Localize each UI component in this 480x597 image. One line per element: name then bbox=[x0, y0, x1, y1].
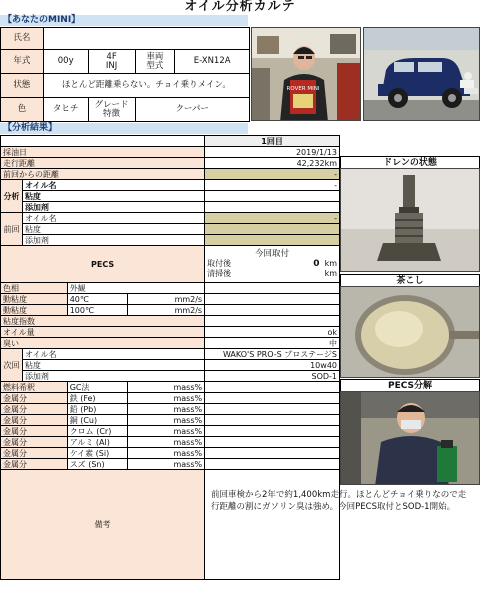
pecs-after-clean-label: 清掃後 bbox=[207, 269, 232, 278]
visc100-temp: 100℃ bbox=[67, 305, 127, 316]
car-section-header: 【あなたのMINI】 bbox=[0, 15, 248, 26]
state-label: 状態 bbox=[1, 74, 44, 98]
year-row bbox=[1, 50, 250, 74]
metal-name: 鉄 (Fe) bbox=[67, 393, 127, 404]
analysis-oil-name-value: - bbox=[205, 180, 340, 191]
pecs-current-label: 今回取付 bbox=[255, 249, 290, 259]
grade-value: クーパー bbox=[135, 98, 249, 122]
metal-row bbox=[1, 415, 340, 426]
analysis-viscosity-row bbox=[1, 191, 340, 202]
vi-label: 粘度指数 bbox=[1, 316, 205, 327]
metal-name: アルミ (Al) bbox=[67, 437, 127, 448]
metal-row bbox=[1, 459, 340, 470]
strainer-photo bbox=[340, 286, 480, 378]
pecs-after-clean-unit: km bbox=[324, 269, 337, 278]
since-last-label: 前回からの距離 bbox=[1, 169, 205, 180]
grade-label-line-1: グレード bbox=[94, 99, 129, 110]
metal-unit: mass% bbox=[127, 448, 205, 459]
sample-date-value: 2019/1/13 bbox=[205, 147, 340, 158]
metal-label: 金属分 bbox=[1, 448, 68, 459]
oil-qty-row bbox=[1, 327, 340, 338]
metal-row bbox=[1, 437, 340, 448]
metal-row bbox=[1, 393, 340, 404]
metal-label: 金属分 bbox=[1, 426, 68, 437]
owner-row bbox=[1, 28, 250, 50]
owner-photo-image bbox=[252, 28, 361, 121]
fuel-label: 燃料希釈 bbox=[1, 382, 68, 393]
model-label bbox=[135, 50, 175, 74]
metal-name: 鉛 (Pb) bbox=[67, 404, 127, 415]
smell-label: 臭い bbox=[1, 338, 205, 349]
car-photo-image bbox=[364, 28, 480, 121]
visc100-row bbox=[1, 305, 340, 316]
metal-label: 金属分 bbox=[1, 393, 68, 404]
vi-row bbox=[1, 316, 340, 327]
visc100-unit: mm2/s bbox=[127, 305, 205, 316]
metal-row bbox=[1, 426, 340, 437]
round-label: 1回目 bbox=[205, 136, 340, 147]
oil-qty-label: オイル量 bbox=[1, 327, 205, 338]
model-value: E-XN12A bbox=[175, 50, 250, 74]
metal-label: 金属分 bbox=[1, 459, 68, 470]
pecs-after-install-value: 0 bbox=[313, 259, 320, 269]
pecs-after-install-label: 取付後 bbox=[207, 259, 232, 268]
hue-value: 外観 bbox=[67, 283, 204, 294]
drain-caption: ドレンの状態 bbox=[340, 156, 480, 170]
year-value: 00y bbox=[43, 50, 88, 74]
next-group-label: 次回 bbox=[1, 349, 23, 382]
previous-viscosity-row bbox=[1, 224, 340, 235]
owner-photo bbox=[251, 27, 361, 121]
visc40-temp: 40℃ bbox=[67, 294, 127, 305]
metal-unit: mass% bbox=[127, 404, 205, 415]
car-photo bbox=[363, 27, 480, 121]
analysis-additive-value bbox=[205, 202, 340, 213]
hue-label: 色相 bbox=[1, 283, 68, 294]
metal-row bbox=[1, 448, 340, 459]
pecs-row bbox=[1, 246, 340, 283]
sample-date-row bbox=[1, 147, 340, 158]
pecs-value-cell bbox=[205, 246, 340, 283]
hue-row bbox=[1, 283, 340, 294]
analysis-viscosity-value bbox=[205, 191, 340, 202]
analysis-additive-label: 添加剤 bbox=[22, 202, 204, 213]
previous-additive-value bbox=[205, 235, 340, 246]
next-additive-row bbox=[1, 371, 340, 382]
metal-label: 金属分 bbox=[1, 415, 68, 426]
metal-name: ケイ素 (Si) bbox=[67, 448, 127, 459]
pecs-disassembly-caption: PECS分解 bbox=[340, 379, 480, 393]
visc40-unit: mm2/s bbox=[127, 294, 205, 305]
metal-name: クロム (Cr) bbox=[67, 426, 127, 437]
fuel-unit: mass% bbox=[127, 382, 205, 393]
analysis-additive-row bbox=[1, 202, 340, 213]
metal-unit: mass% bbox=[127, 415, 205, 426]
model-label-line-2: 型式 bbox=[146, 60, 164, 71]
next-additive-value: SOD-1 bbox=[205, 371, 340, 382]
previous-additive-label: 添加剤 bbox=[22, 235, 204, 246]
previous-oil-name-label: オイル名 bbox=[22, 213, 204, 224]
next-additive-label: 添加剤 bbox=[22, 371, 204, 382]
round-row bbox=[1, 136, 340, 147]
previous-group-label: 前回 bbox=[1, 213, 23, 246]
visc100-label: 動粘度 bbox=[1, 305, 68, 316]
strainer-caption: 茶こし bbox=[340, 274, 480, 288]
owner-label: 氏名 bbox=[1, 28, 44, 50]
next-viscosity-row bbox=[1, 360, 340, 371]
metal-label: 金属分 bbox=[1, 437, 68, 448]
car-info-table bbox=[0, 27, 250, 122]
next-viscosity-label: 粘度 bbox=[22, 360, 204, 371]
owner-badge-text: ROVER MINI bbox=[286, 86, 320, 92]
pecs-disassembly-photo-image bbox=[341, 392, 480, 485]
strainer-photo-image bbox=[341, 287, 480, 378]
engine-value bbox=[88, 50, 135, 74]
engine-line-1: 4F bbox=[106, 51, 117, 62]
metal-row bbox=[1, 404, 340, 415]
mileage-row bbox=[1, 158, 340, 169]
analysis-viscosity-label: 粘度 bbox=[22, 191, 204, 202]
mileage-label: 走行距離 bbox=[1, 158, 205, 169]
metal-unit: mass% bbox=[127, 393, 205, 404]
next-oil-name-value: WAKO'S PRO-S プロステージS bbox=[205, 349, 340, 360]
metal-label: 金属分 bbox=[1, 404, 68, 415]
visc40-row bbox=[1, 294, 340, 305]
pecs-after-install-unit: km bbox=[324, 259, 337, 268]
smell-row bbox=[1, 338, 340, 349]
result-section-header: 【分析結果】 bbox=[0, 123, 248, 134]
analysis-group-label: 分析 bbox=[1, 180, 23, 213]
color-row bbox=[1, 98, 250, 122]
grade-label-line-2: 特徴 bbox=[103, 108, 121, 119]
metal-name: 銅 (Cu) bbox=[67, 415, 127, 426]
grade-label bbox=[88, 98, 135, 122]
analysis-oil-row bbox=[1, 180, 340, 191]
page-title: オイル分析カルテ bbox=[184, 0, 296, 14]
oil-qty-value: ok bbox=[205, 327, 340, 338]
metal-unit: mass% bbox=[127, 426, 205, 437]
state-row bbox=[1, 74, 250, 98]
next-viscosity-value: 10w40 bbox=[205, 360, 340, 371]
previous-viscosity-value bbox=[205, 224, 340, 235]
drain-photo-image bbox=[341, 169, 480, 272]
owner-value bbox=[43, 28, 249, 50]
notes-value: 前回車検から2年で約1,400km走行。ほとんどチョイ乗りなので走行距離の割にガソリン臭は強め。今回PECS取付とSOD-1開始。 bbox=[211, 490, 467, 512]
since-last-value: - bbox=[205, 169, 340, 180]
year-label: 年式 bbox=[1, 50, 44, 74]
next-oil-name-label: オイル名 bbox=[22, 349, 204, 360]
previous-oil-name-value: - bbox=[205, 213, 340, 224]
metal-unit: mass% bbox=[127, 437, 205, 448]
smell-value: 中 bbox=[205, 338, 340, 349]
notes-label: 備考 bbox=[1, 470, 205, 580]
fuel-method: GC法 bbox=[67, 382, 127, 393]
pecs-after-clean-line bbox=[207, 269, 337, 278]
previous-additive-row bbox=[1, 235, 340, 246]
pecs-disassembly-photo bbox=[340, 391, 480, 485]
pecs-after-install-line bbox=[207, 259, 337, 269]
next-oil-row bbox=[1, 349, 340, 360]
metal-unit: mass% bbox=[127, 459, 205, 470]
mileage-value: 42,232km bbox=[205, 158, 340, 169]
visc40-label: 動粘度 bbox=[1, 294, 68, 305]
since-last-row bbox=[1, 169, 340, 180]
engine-line-2: INJ bbox=[105, 60, 118, 71]
fuel-row bbox=[1, 382, 340, 393]
color-label: 色 bbox=[1, 98, 44, 122]
metal-name: スズ (Sn) bbox=[67, 459, 127, 470]
state-value: ほとんど距離乗らない。チョイ乗りメイン。 bbox=[43, 74, 249, 98]
analysis-oil-name-label: オイル名 bbox=[22, 180, 204, 191]
model-label-line-1: 車両 bbox=[146, 51, 164, 62]
previous-viscosity-label: 粘度 bbox=[22, 224, 204, 235]
color-value: タヒチ bbox=[43, 98, 88, 122]
pecs-label: PECS bbox=[1, 246, 205, 283]
previous-oil-row bbox=[1, 213, 340, 224]
sample-date-label: 採油日 bbox=[1, 147, 205, 158]
drain-photo bbox=[340, 168, 480, 272]
